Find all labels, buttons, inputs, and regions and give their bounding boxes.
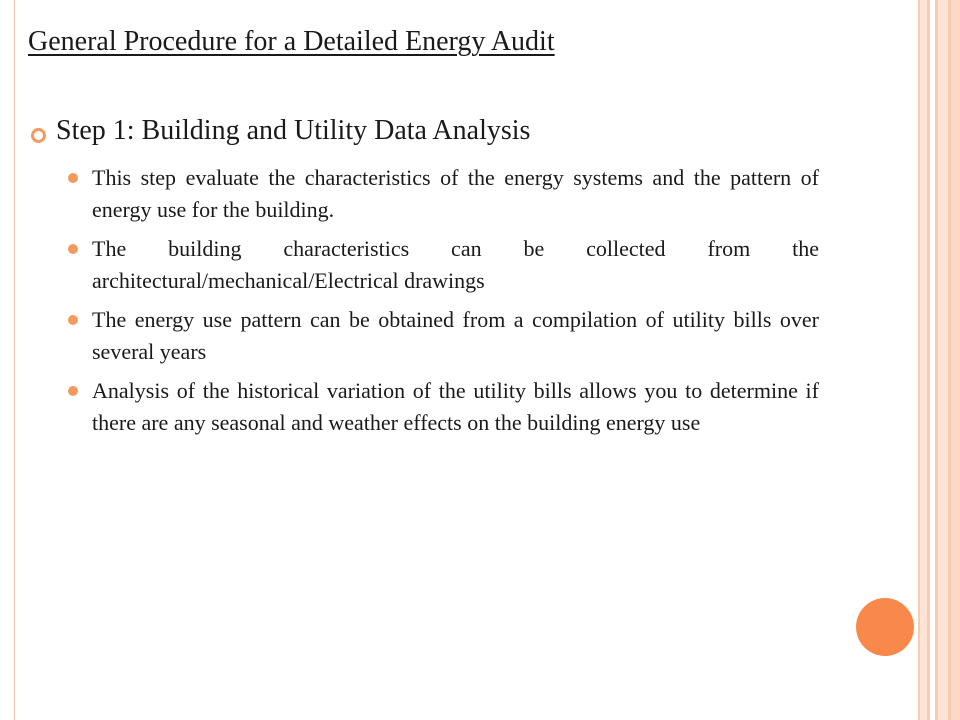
right-border-stripe xyxy=(951,0,960,720)
list-item xyxy=(92,233,819,297)
decorative-circle xyxy=(856,598,914,656)
list-item-text: The energy use pattern can be obtained from a compilation of utility bills over several years xyxy=(92,307,819,364)
bullet-dot-icon xyxy=(68,173,78,183)
list-item-text: Analysis of the historical variation of the utility bills allows you to determine if there are any seasonal and weather effects on the building energy use xyxy=(92,378,819,435)
right-border-stripe xyxy=(938,0,948,720)
list-item-text: The building characteristics can be collected from the architectural/mechanical/Electrical drawings xyxy=(92,236,819,293)
bullet-dot-icon xyxy=(68,244,78,254)
bullet-dot-icon xyxy=(68,386,78,396)
list-item xyxy=(92,162,819,226)
bullet-dot-icon xyxy=(68,315,78,325)
left-border-line xyxy=(14,0,15,720)
list-item-text: This step evaluate the characteristics of the energy systems and the pattern of energy use for the building. xyxy=(92,165,819,222)
list-item xyxy=(92,375,819,439)
bullet-list xyxy=(92,162,819,446)
step-bullet-icon xyxy=(31,128,46,143)
right-border-stripe xyxy=(920,0,927,720)
step-heading: Step 1: Building and Utility Data Analysis xyxy=(56,115,531,146)
slide-title: General Procedure for a Detailed Energy Audit xyxy=(28,26,555,57)
list-item xyxy=(92,304,819,368)
